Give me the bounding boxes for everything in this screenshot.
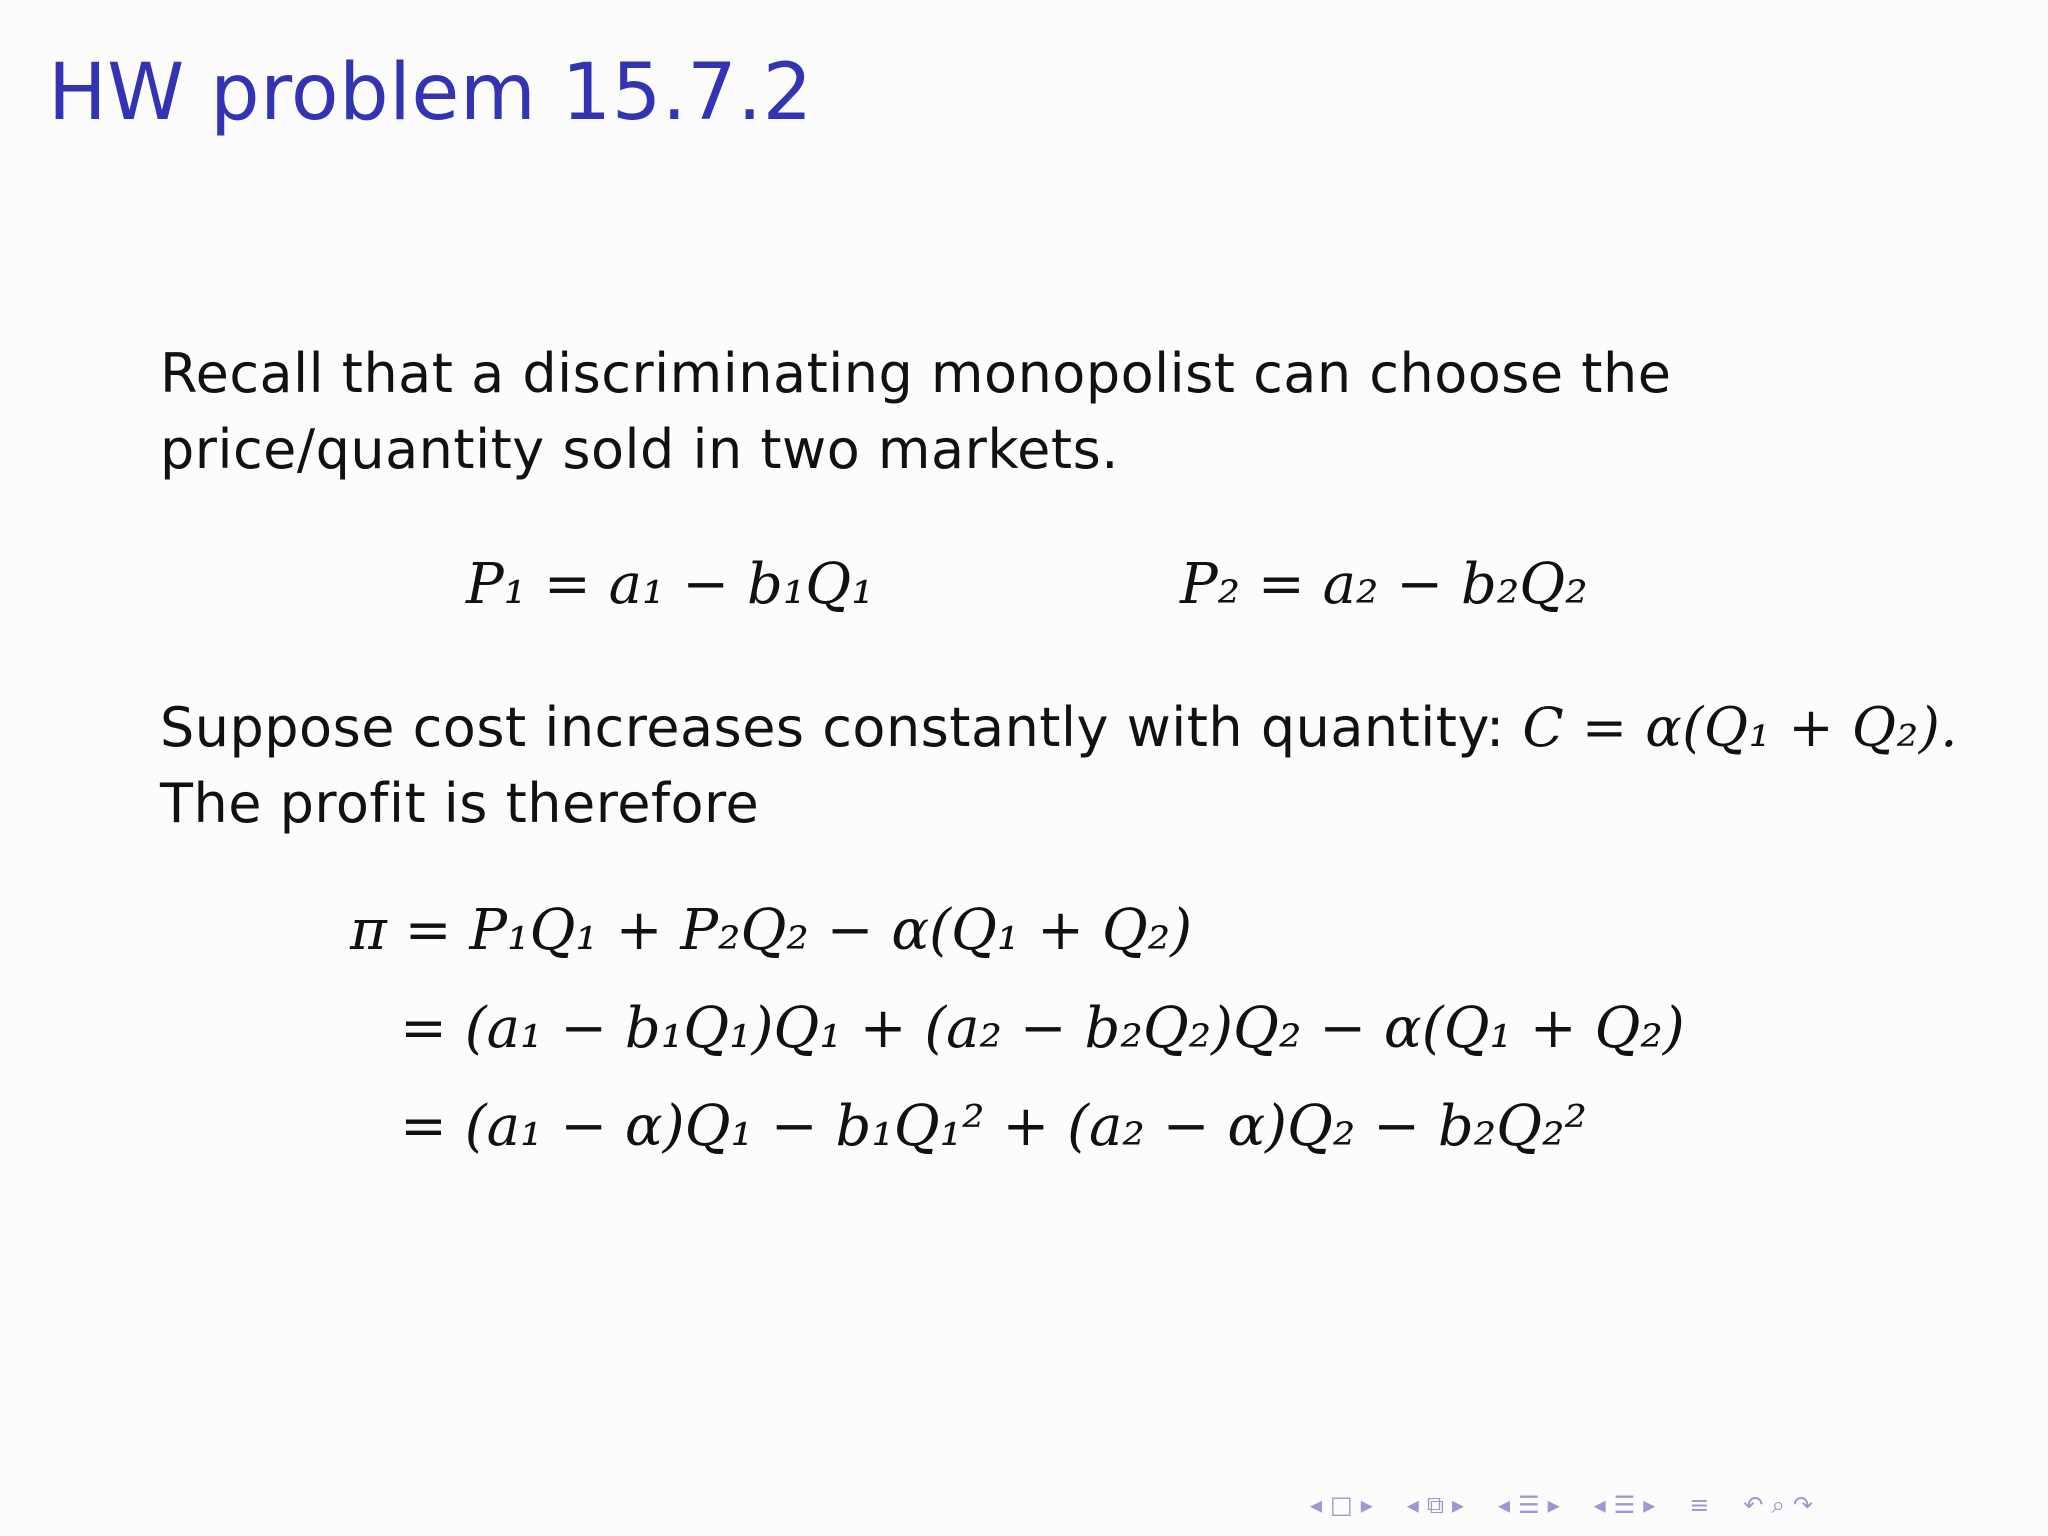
cost-paragraph bbox=[160, 690, 1958, 842]
nav-prev-arrow-icon[interactable]: ◂ bbox=[1310, 1491, 1323, 1519]
intro-paragraph bbox=[160, 336, 1671, 488]
intro-line-2: price/quantity sold in two markets. bbox=[160, 418, 1119, 481]
nav-next-arrow-icon[interactable]: ▸ bbox=[1451, 1491, 1465, 1519]
cost-line-2: The profit is therefore bbox=[160, 772, 760, 835]
cost-equation: C = α(Q₁ + Q₂). bbox=[1522, 696, 1958, 759]
frame-icon[interactable]: □ bbox=[1330, 1491, 1353, 1519]
cost-line-1-text: Suppose cost increases constantly with quantity: bbox=[160, 696, 1523, 759]
nav-next-arrow-icon[interactable]: ▸ bbox=[1360, 1491, 1373, 1519]
nav-prev-arrow-icon[interactable]: ◂ bbox=[1593, 1491, 1606, 1519]
slide-title: HW problem 15.7.2 bbox=[48, 48, 813, 138]
subsection-icon[interactable]: ⧉ bbox=[1426, 1491, 1444, 1519]
back-icon[interactable]: ↶ bbox=[1743, 1491, 1764, 1519]
nav-next-arrow-icon[interactable]: ▸ bbox=[1547, 1491, 1560, 1519]
profit-derivation bbox=[350, 898, 1685, 1192]
profit-row-2: = (a₁ − b₁Q₁)Q₁ + (a₂ − b₂Q₂)Q₂ − α(Q₁ + Q₂) bbox=[400, 996, 1685, 1061]
forward-icon[interactable]: ↷ bbox=[1792, 1491, 1814, 1519]
intro-line-1: Recall that a discriminating monopolist can choose the bbox=[160, 342, 1672, 405]
section-icon[interactable]: ☰ bbox=[1518, 1491, 1540, 1519]
beamer-navigation-bar bbox=[1310, 1488, 2030, 1522]
document-icon[interactable]: ☰ bbox=[1613, 1491, 1636, 1519]
search-icon[interactable]: ⌕ bbox=[1771, 1491, 1785, 1519]
nav-next-arrow-icon[interactable]: ▸ bbox=[1643, 1491, 1656, 1519]
nav-prev-arrow-icon[interactable]: ◂ bbox=[1498, 1491, 1511, 1519]
cost-line-1 bbox=[160, 690, 1958, 766]
demand-equation-market-2: P₂ = a₂ − b₂Q₂ bbox=[1180, 552, 1588, 617]
nav-prev-arrow-icon[interactable]: ◂ bbox=[1406, 1491, 1419, 1519]
demand-equation-market-1: P₁ = a₁ − b₁Q₁ bbox=[466, 552, 874, 617]
profit-row-3: = (a₁ − α)Q₁ − b₁Q₁² + (a₂ − α)Q₂ − b₂Q₂² bbox=[400, 1094, 1587, 1159]
profit-row-1: π = P₁Q₁ + P₂Q₂ − α(Q₁ + Q₂) bbox=[350, 898, 1193, 963]
align-icon[interactable]: ≡ bbox=[1689, 1491, 1710, 1519]
